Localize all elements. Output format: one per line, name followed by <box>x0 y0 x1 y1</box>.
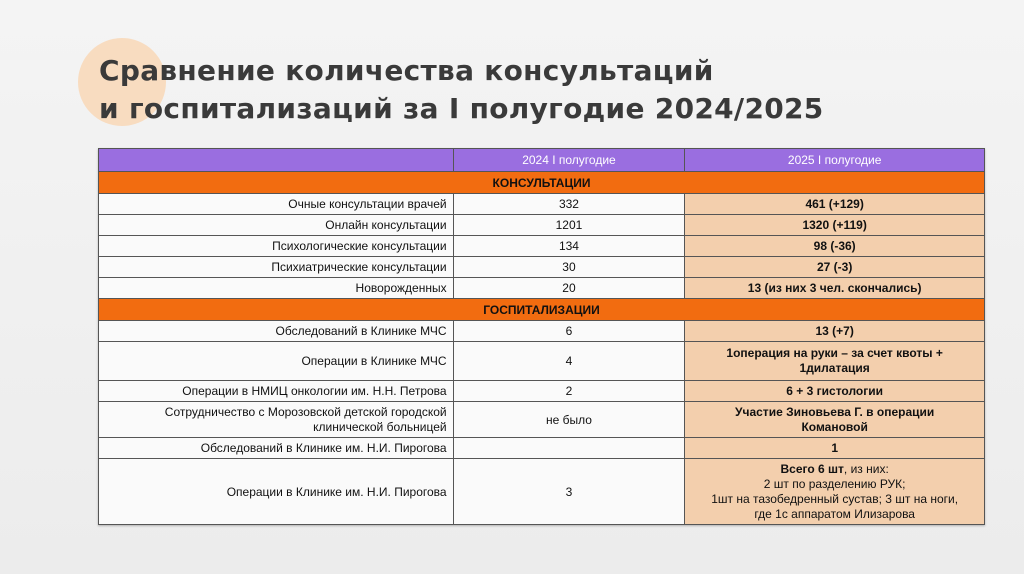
table-row <box>99 257 985 278</box>
table-row <box>99 459 985 525</box>
row-label: Операции в Клинике им. Н.И. Пирогова <box>99 459 454 525</box>
value-2024: 20 <box>453 278 685 299</box>
value-line: Комановой <box>801 419 868 434</box>
row-label: Обследований в Клинике им. Н.И. Пирогова <box>99 438 454 459</box>
table-row <box>99 402 985 438</box>
table-row <box>99 236 985 257</box>
header-empty <box>99 149 454 172</box>
value-2024: 4 <box>453 342 685 381</box>
value-line: 2 шт по разделению РУК; <box>763 476 906 491</box>
value-2025: 13 (из них 3 чел. скончались) <box>685 278 985 299</box>
row-label: Обследований в Клинике МЧС <box>99 321 454 342</box>
value-2024: 2 <box>453 381 685 402</box>
value-line: Участие Зиновьева Г. в операции <box>735 404 935 419</box>
section-title: ГОСПИТАЛИЗАЦИИ <box>99 299 985 321</box>
value-2025 <box>685 342 985 381</box>
section-hospitalizations <box>99 299 985 321</box>
table-row <box>99 381 985 402</box>
row-label: Операции в Клинике МЧС <box>99 342 454 381</box>
value-2025: 13 (+7) <box>685 321 985 342</box>
value-2025: 27 (-3) <box>685 257 985 278</box>
row-label: Операции в НМИЦ онкологии им. Н.Н. Петрова <box>99 381 454 402</box>
table-row <box>99 278 985 299</box>
value-2024: 332 <box>453 194 685 215</box>
row-label: Новорожденных <box>99 278 454 299</box>
value-2025: 1 <box>685 438 985 459</box>
title-line-2: и госпитализаций за I полугодие 2024/2025 <box>99 92 824 125</box>
table-row <box>99 342 985 381</box>
value-2025: 6 + 3 гистологии <box>685 381 985 402</box>
header-2025: 2025 I полугодие <box>685 149 985 172</box>
value-line: где 1с аппаратом Илизарова <box>754 506 915 521</box>
value-2024: не было <box>453 402 685 438</box>
value-2025: 98 (-36) <box>685 236 985 257</box>
value-2025 <box>685 459 985 525</box>
page-title <box>99 52 824 128</box>
table-header <box>99 149 985 172</box>
value-line: Всего 6 шт <box>780 461 844 476</box>
row-label: Психиатрические консультации <box>99 257 454 278</box>
title-line-1: Сравнение количества консультаций <box>99 54 714 87</box>
value-2025 <box>685 402 985 438</box>
value-2024: 3 <box>453 459 685 525</box>
comparison-table <box>98 148 985 525</box>
table-row <box>99 215 985 236</box>
section-consultations <box>99 172 985 194</box>
value-line: 1операция на руки – за счет квоты + <box>726 346 943 360</box>
row-label: Психологические консультации <box>99 236 454 257</box>
table-row <box>99 438 985 459</box>
section-title: КОНСУЛЬТАЦИИ <box>99 172 985 194</box>
label-line: Сотрудничество с Морозовской детской городской <box>164 404 447 419</box>
value-line: 1дилатация <box>799 361 870 375</box>
label-line: клинической больницей <box>313 419 447 434</box>
value-2025: 461 (+129) <box>685 194 985 215</box>
value-2024: 134 <box>453 236 685 257</box>
value-2024 <box>453 438 685 459</box>
value-line: 1шт на тазобедренный сустав; 3 шт на ноги, <box>711 491 959 506</box>
header-2024: 2024 I полугодие <box>453 149 685 172</box>
value-2024: 6 <box>453 321 685 342</box>
row-label: Онлайн консультации <box>99 215 454 236</box>
row-label <box>99 402 454 438</box>
table-row <box>99 194 985 215</box>
value-2024: 30 <box>453 257 685 278</box>
value-2025: 1320 (+119) <box>685 215 985 236</box>
table-row <box>99 321 985 342</box>
value-2024: 1201 <box>453 215 685 236</box>
row-label: Очные консультации врачей <box>99 194 454 215</box>
value-line: , из них: <box>843 461 889 476</box>
